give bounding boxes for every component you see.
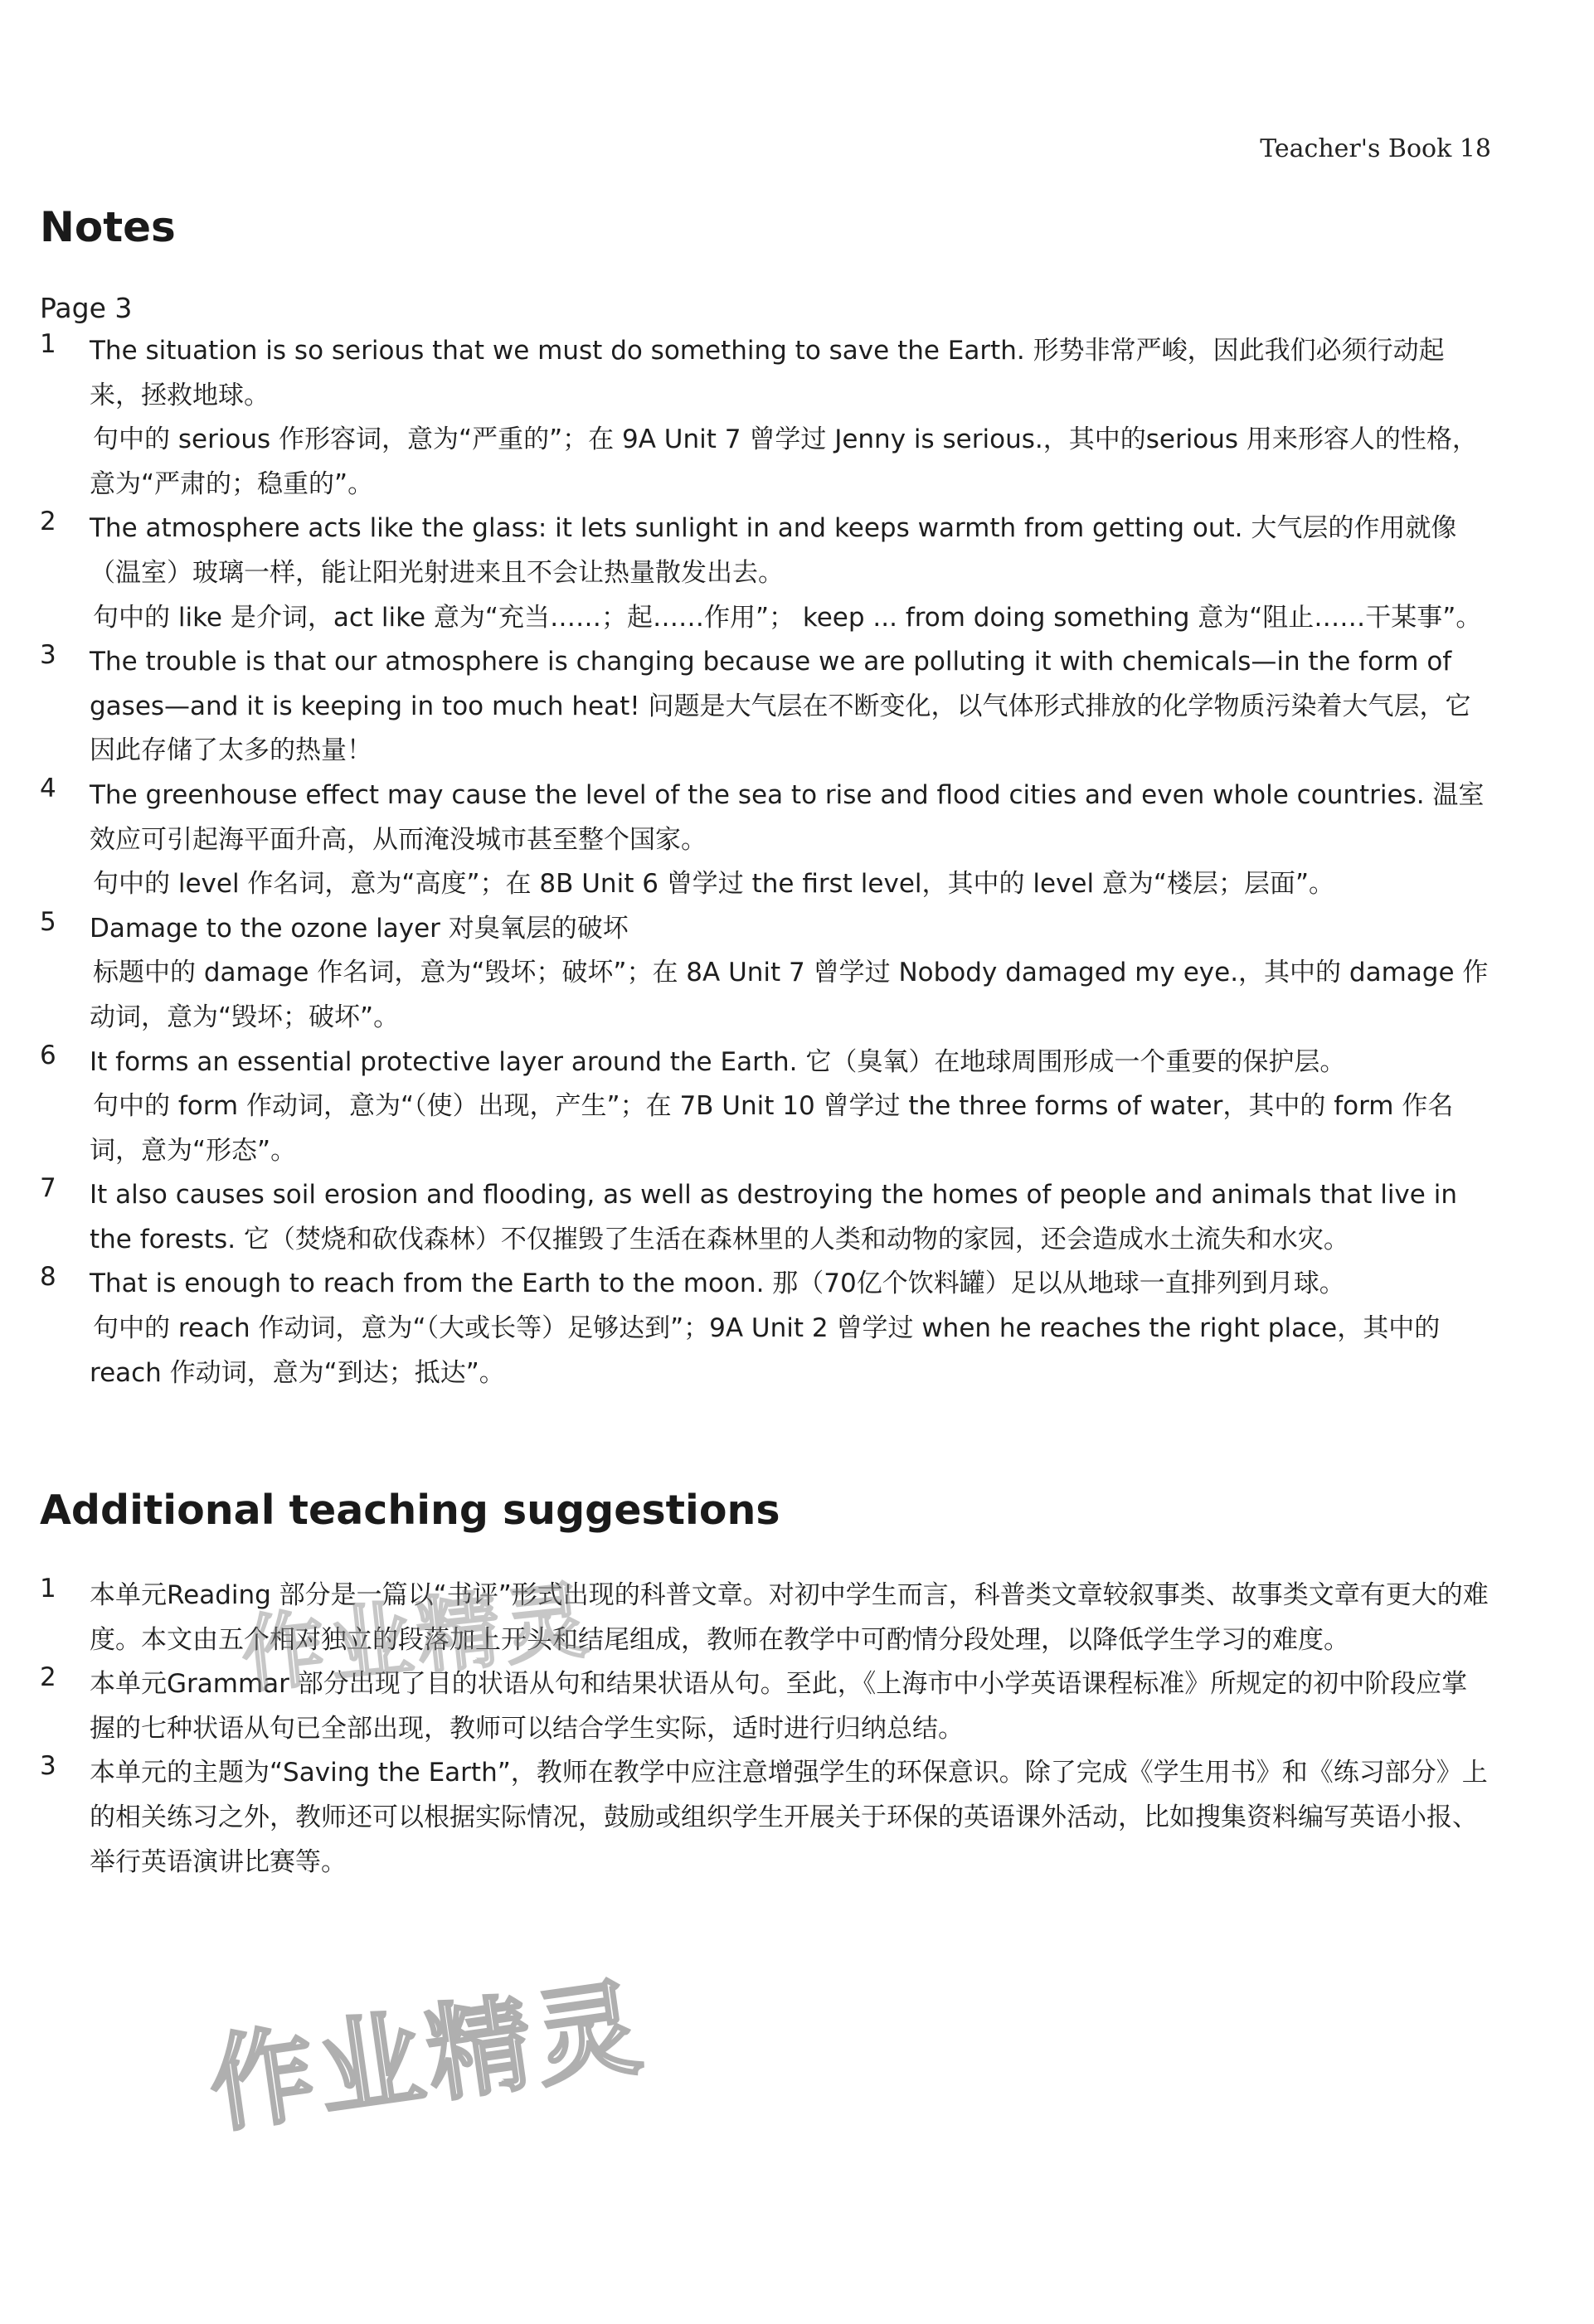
- note-item: [40, 1262, 1493, 1395]
- note-number: 4: [40, 773, 56, 803]
- note-explanation: 句中的 serious 作形容词，意为“严重的”；在 9A Unit 7 曾学过 Jenny is serious.，其中的serious 用来形容人的性格，意为“严肃的；稳重的”。: [90, 425, 1478, 499]
- note-item: [40, 640, 1493, 774]
- page-label: Page 3: [40, 292, 133, 324]
- suggestion-text: 本单元的主题为“Saving the Earth”，教师在教学中应注意增强学生的环保意识。除了完成《学生用书》和《练习部分》上的相关练习之外，教师还可以根据实际情况，鼓励或组织学生开展关于环保的英语课外活动，比如搜集资料编写英语小报、举行英语演讲比赛等。: [90, 1758, 1488, 1877]
- note-number: 8: [40, 1262, 56, 1293]
- suggestion-item: [40, 1751, 1493, 1885]
- additional-suggestions-title: Additional teaching suggestions: [40, 1487, 780, 1534]
- note-number: 1: [40, 329, 56, 359]
- suggestion-number: 2: [40, 1662, 56, 1693]
- suggestion-number: 1: [40, 1574, 56, 1604]
- note-item: [40, 907, 1493, 1041]
- suggestion-number: 3: [40, 1751, 56, 1782]
- note-number: 2: [40, 507, 56, 537]
- note-item: [40, 1173, 1493, 1262]
- note-number: 5: [40, 906, 56, 937]
- note-text: That is enough to reach from the Earth to the moon. 那（70亿个饮料罐）足以从地球一直排列到月球。: [90, 1269, 1345, 1299]
- note-number: 7: [40, 1173, 56, 1204]
- note-text: It also causes soil erosion and flooding, as well as destroying the homes of people and animals that live in the forests. 它（焚烧和砍伐森林）不仅摧毁了生活在森林里的人类和动物的家园，还会造成水土流失和水灾。: [90, 1180, 1457, 1254]
- note-text: The atmosphere acts like the glass: it lets sunlight in and keeps warmth from getting out. 大气层的作用就像（温室）玻璃一样，能让阳光射进来且不会让热量散发出去。: [90, 513, 1457, 588]
- note-explanation: 句中的 like 是介词，act like 意为“充当……；起……作用”； keep ... from doing something 意为“阻止……干某事”。: [93, 602, 1482, 633]
- note-text: It forms an essential protective layer around the Earth. 它（臭氧）在地球周围形成一个重要的保护层。: [90, 1046, 1346, 1077]
- page-header-book-number: Teacher's Book 18: [1260, 134, 1491, 163]
- note-item: [40, 1041, 1493, 1174]
- notes-title: Notes: [40, 203, 176, 251]
- note-item: [40, 774, 1493, 907]
- note-number: 6: [40, 1040, 56, 1070]
- note-item: [40, 507, 1493, 640]
- note-explanation: 句中的 level 作名词，意为“高度”；在 8B Unit 6 曾学过 the first level，其中的 level 意为“楼层；层面”。: [93, 869, 1335, 900]
- notes-list: [40, 329, 1493, 1395]
- note-text: The situation is so serious that we must do something to save the Earth. 形势非常严峻，因此我们必须行动起来，拯救地球。: [90, 336, 1445, 410]
- suggestion-text: 本单元Reading 部分是一篇以“书评”形式出现的科普文章。对初中学生而言，科普类文章较叙事类、故事类文章有更大的难度。本文由五个相对独立的段落加上开头和结尾组成，教师在教学中可酌情分段处理，以降低学生学习的难度。: [90, 1580, 1489, 1655]
- note-text: The greenhouse effect may cause the level of the sea to rise and flood cities and even whole countries. 温室效应可引起海平面升高，从而淹没城市甚至整个国家。: [90, 779, 1485, 855]
- watermark-large: 作业精灵: [202, 1965, 654, 2147]
- suggestion-text: 本单元Grammar 部分出现了目的状语从句和结果状语从句。至此，《上海市中小学英语课程标准》所规定的初中阶段应掌握的七种状语从句已全部出现，教师可以结合学生实际，适时进行归纳总结。: [90, 1669, 1468, 1744]
- note-explanation: 句中的 reach 作动词，意为“（大或长等）足够达到”；9A Unit 2 曾学过 when he reaches the right place，其中的 reach 作动词，意为“到达；抵达”。: [90, 1313, 1441, 1388]
- note-text: The trouble is that our atmosphere is changing because we are polluting it with chemicals—in the form of gases—and it is keeping in too much heat! 问题是大气层在不断变化，以气体形式排放的化学物质污染着大气层，它因此存储了太多的热量！: [90, 647, 1471, 766]
- watermark-overlay: 作业精灵: [236, 1571, 597, 1705]
- note-item: [40, 329, 1493, 507]
- note-explanation: 句中的 form 作动词，意为“（使）出现，产生”；在 7B Unit 10 曾学过 the three forms of water，其中的 form 作名词，意为“形态”。: [90, 1091, 1454, 1166]
- note-number: 3: [40, 640, 56, 671]
- note-explanation: 标题中的 damage 作名词，意为“毁坏；破坏”；在 8A Unit 7 曾学过 Nobody damaged my eye.，其中的 damage 作动词，意为“毁坏；破坏”。: [90, 958, 1489, 1032]
- note-text: Damage to the ozone layer 对臭氧层的破坏: [90, 913, 629, 944]
